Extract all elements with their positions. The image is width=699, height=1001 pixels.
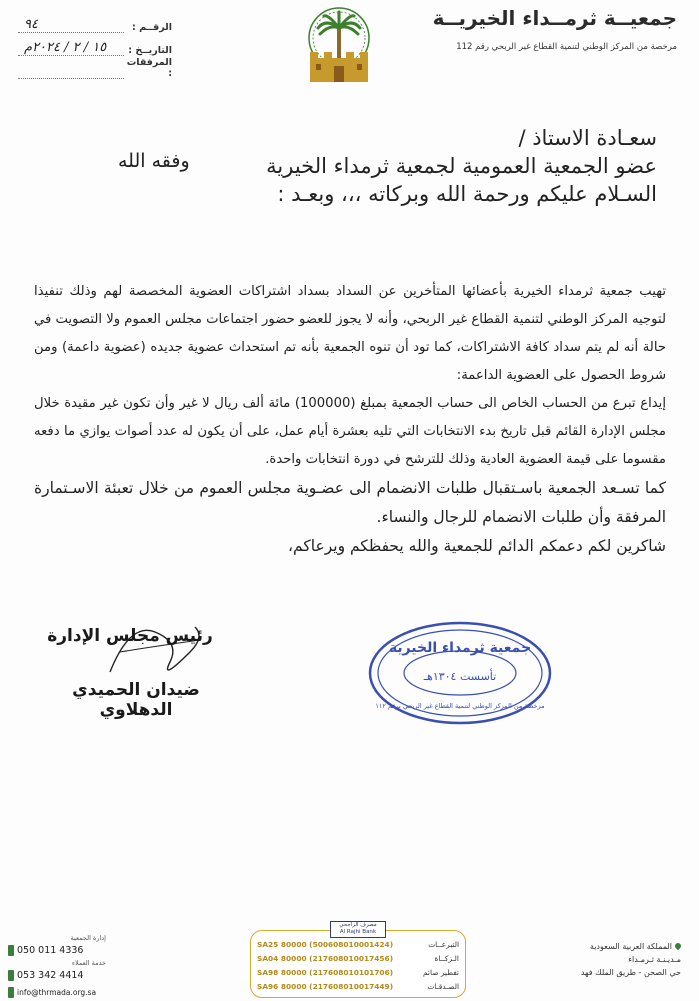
stamp-ring-text: مرخصة من المركز الوطني لتنمية القطاع غير الربحي برقم ١١٢ — [375, 702, 545, 710]
organization-logo — [296, 4, 382, 84]
stamp-middle-text: تأسست ١٣٠٤هـ — [423, 670, 497, 683]
bank-logo — [330, 921, 386, 938]
ref-number-value: ٩٤ — [24, 17, 38, 32]
ref-number-label: الرقــم : — [131, 22, 172, 33]
bank-iban: SA96 80000 (217608010017449) — [257, 982, 394, 991]
contact-phone-service[interactable]: 053 342 4414 — [17, 970, 84, 981]
bank-logo-arabic: مصرف الراجحي — [339, 922, 377, 928]
location-address: حي الصحن - طريق الملك فهد — [580, 968, 681, 977]
location-pin-icon — [674, 942, 682, 950]
bank-iban: SA04 80000 (217608010017456) — [257, 954, 394, 963]
location-city: مـديـنـة ثـرمـداء — [628, 955, 681, 964]
phone-icon — [8, 945, 14, 956]
stamp-top-text: جمعية ثرمداء الخيرية — [388, 640, 532, 656]
body-paragraph-4: شاكرين لكم دعمكم الدائم للجمعية والله يحفظكم ويرعاكم، — [288, 537, 666, 555]
date-value: ١٥ / ٢ / ٢٠٢٤م — [24, 40, 107, 55]
bank-label: التبرعــات — [428, 940, 459, 949]
blessing: وفقه الله — [118, 150, 190, 172]
email-icon — [8, 987, 14, 998]
bank-row — [257, 938, 459, 951]
signatory-title: رئيس مجلس الإدارة — [47, 626, 213, 646]
bank-row — [257, 966, 459, 979]
bank-iban: SA98 80000 (217608010101706) — [257, 968, 394, 977]
org-name: جمعيــة ثرمــداء الخيريــة — [432, 6, 677, 30]
reference-block — [12, 10, 172, 79]
footer-location — [531, 942, 681, 981]
bank-label: الصـدقـات — [427, 982, 459, 991]
contact-email[interactable]: info@thrmada.org.sa — [17, 988, 97, 997]
footer-contacts — [8, 934, 108, 1001]
contact-label-admin: إدارة الجمعية — [70, 934, 106, 942]
location-country: المملكة العربية السعودية — [589, 942, 672, 951]
bank-accounts-box — [250, 930, 466, 998]
bank-iban: SA25 80000 (500608010001424) — [257, 940, 394, 949]
org-subtitle: مرخصة من المركز الوطني لتنمية القطاع غير الربحي رقم 112 — [456, 42, 677, 52]
recipient-role: عضو الجمعية العمومية لجمعية ثرمداء الخيرية — [266, 154, 657, 178]
phone-icon — [8, 970, 14, 981]
recipient-title: سعـادة الاستاذ / — [518, 126, 657, 150]
date-label: التاريــخ : — [128, 45, 172, 56]
official-stamp — [366, 620, 554, 726]
bank-label: الـزكــاة — [434, 954, 459, 963]
signatory-name: ضيدان الحميدي الدهلاوي — [72, 680, 200, 720]
bank-row — [257, 980, 459, 993]
bank-logo-english: Al Rajhi Bank — [339, 928, 377, 935]
letter-body — [34, 278, 666, 561]
bank-label: تفطير صائم — [422, 968, 459, 977]
attachments-label: المرفقات : — [126, 57, 172, 79]
greeting: السـلام عليكم ورحمة الله وبركاته ،،، وبعـد : — [277, 182, 657, 206]
body-paragraph-3: كما تسـعد الجمعية باسـتقبال طلبات الانضمام الى عضـوية مجلس العموم من خلال تعبئة الاسـتمارة المرفقة وأن طلبات الانضمام للرجال والنساء. — [34, 479, 666, 526]
contact-label-service: خدمة العملاء — [71, 959, 106, 967]
body-paragraph-1: تهيب جمعية ثرمداء الخيرية بأعضائها المتأخرين عن السداد بسداد اشتراكات العضوية المخصصة لهم وذلك تنفيذا لتوجيه المركز الوطني لتنمية القطاع غير الربحي، وأنه لا يجوز للعضو حضور اجتماعات مجلس العموم ولا التصويت في حالة أنه لم يتم سداد كافة الاشتراكات، كما تود أن تنوه الجمعية بأنه تم استحداث عضوية جديده (عضوية داعمة) ومن شروط الحصول على العضوية الداعمة: — [34, 284, 666, 383]
body-paragraph-2: إيداع تبرع من الحساب الخاص الى حساب الجمعية بمبلغ (100000) مائة ألف ريال لا غير وأن تكون غير مقيدة خلال مجلس الإدارة القائم قبل تاريخ بدء الانتخابات التي تليه بعشرة أيام عمل، على أن يكون له عدد أصوات يوازي ما دفعه مقسوما على قيمة العضوية العادية وذلك للترشح في دورة انتخابات واحدة. — [34, 396, 666, 467]
contact-phone-admin[interactable]: 050 011 4336 — [17, 945, 84, 956]
bank-row — [257, 952, 459, 965]
